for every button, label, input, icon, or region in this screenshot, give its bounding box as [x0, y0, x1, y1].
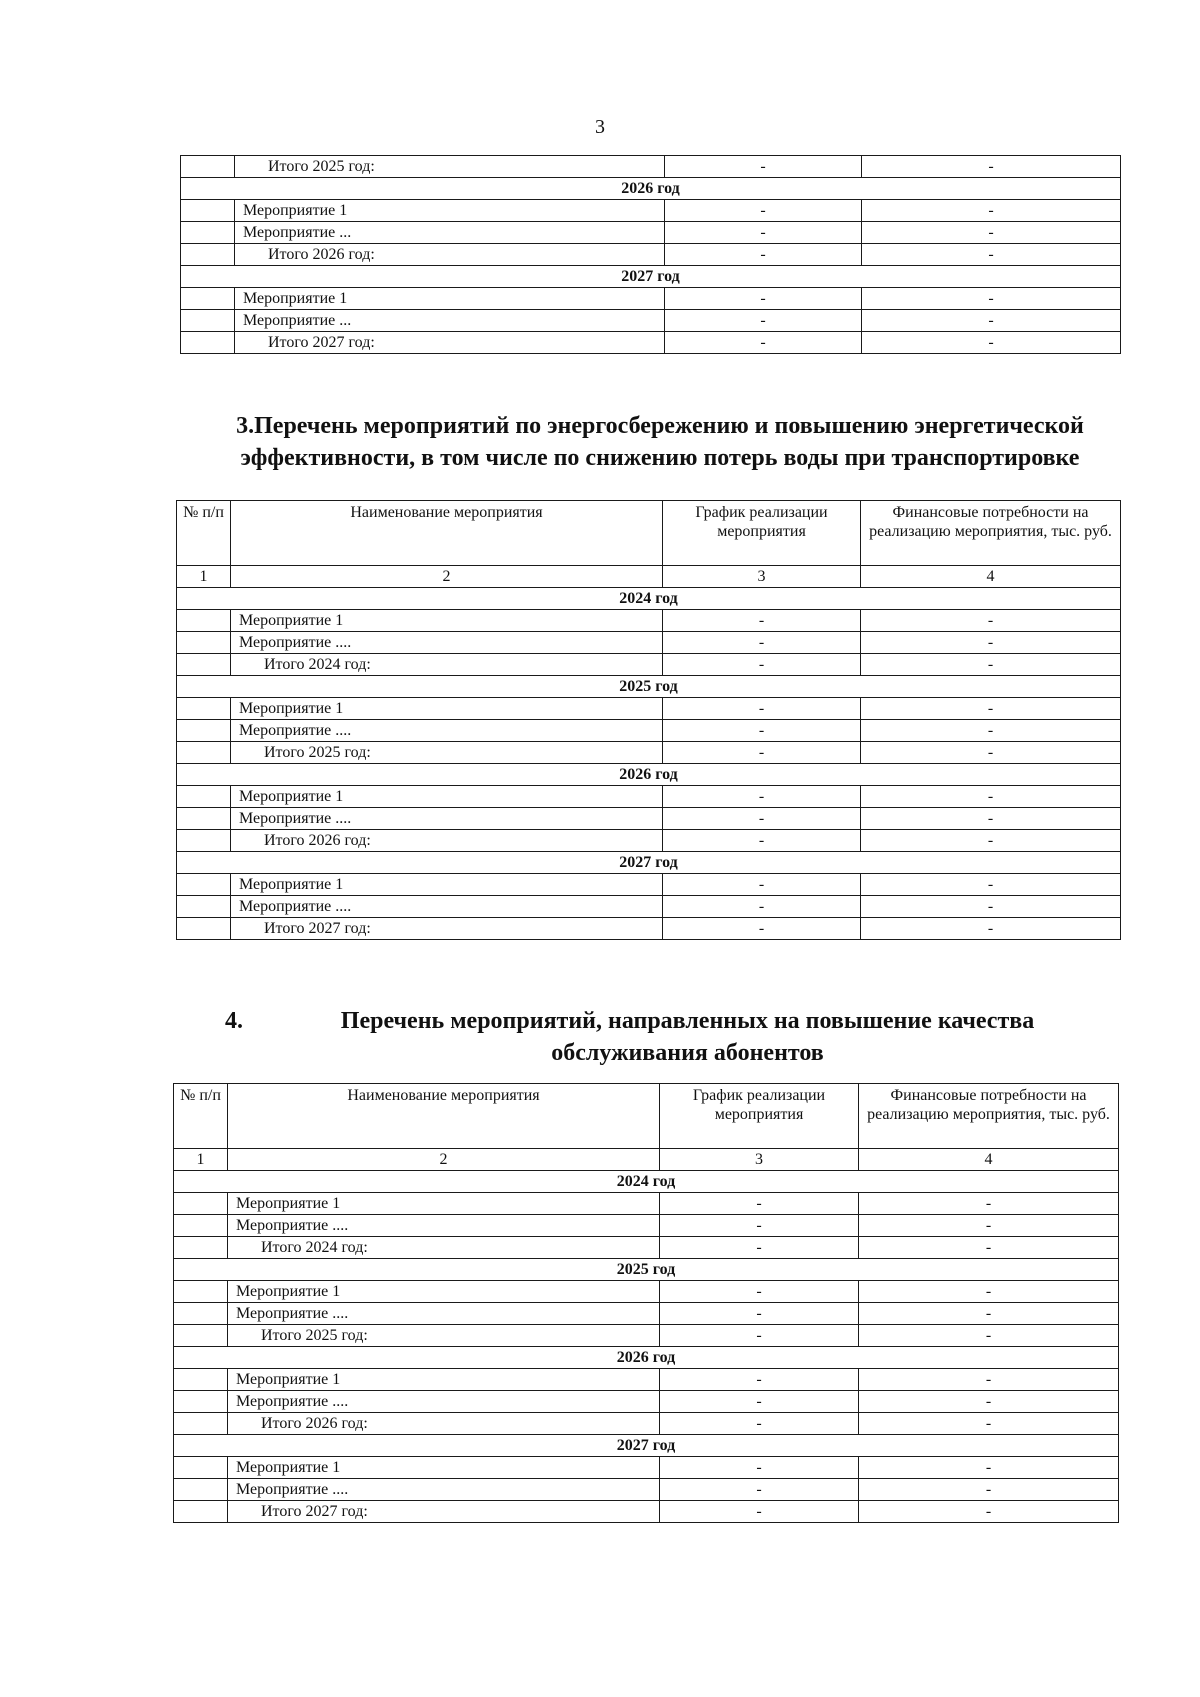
table-row: [174, 1193, 1119, 1215]
measure-name: Мероприятие ...: [235, 310, 665, 332]
header-number: № п/п: [177, 501, 231, 566]
row-number-cell: [181, 200, 235, 222]
measure-name: Мероприятие 1: [231, 786, 663, 808]
colnum-2: 2: [231, 566, 663, 588]
schedule-cell: -: [663, 786, 861, 808]
table-row: [177, 874, 1121, 896]
measure-name: Мероприятие ....: [228, 1391, 660, 1413]
header-finance: Финансовые потребности на реализацию мероприятия, тыс. руб.: [859, 1084, 1119, 1149]
schedule-cell: -: [665, 200, 862, 222]
table-row: [174, 1281, 1119, 1303]
header-schedule: График реализации мероприятия: [663, 501, 861, 566]
schedule-cell: -: [665, 244, 862, 266]
schedule-cell: -: [663, 918, 861, 940]
row-number-cell: [177, 632, 231, 654]
total-row: [177, 830, 1121, 852]
finance-cell: -: [861, 698, 1121, 720]
finance-cell: -: [862, 222, 1121, 244]
measure-name: Мероприятие ....: [231, 808, 663, 830]
schedule-cell: -: [660, 1391, 859, 1413]
table-row: [181, 288, 1121, 310]
measure-name: Мероприятие 1: [231, 610, 663, 632]
finance-cell: -: [861, 874, 1121, 896]
year-row: [177, 764, 1121, 786]
measure-name: Итого 2026 год:: [235, 244, 665, 266]
schedule-cell: -: [665, 310, 862, 332]
year-row: [177, 852, 1121, 874]
measure-name: Итого 2027 год:: [231, 918, 663, 940]
schedule-cell: -: [660, 1325, 859, 1347]
measure-name: Мероприятие ....: [231, 896, 663, 918]
finance-cell: -: [859, 1193, 1119, 1215]
finance-cell: -: [859, 1413, 1119, 1435]
measure-name: Итого 2026 год:: [228, 1413, 660, 1435]
row-number-cell: [174, 1501, 228, 1523]
total-row: [177, 918, 1121, 940]
top-table: [180, 155, 1121, 354]
finance-cell: -: [861, 830, 1121, 852]
row-number-cell: [181, 244, 235, 266]
colnum-3: 3: [663, 566, 861, 588]
finance-cell: -: [859, 1369, 1119, 1391]
measure-name: Итого 2027 год:: [228, 1501, 660, 1523]
schedule-cell: -: [663, 654, 861, 676]
row-number-cell: [174, 1325, 228, 1347]
colnum-2: 2: [228, 1149, 660, 1171]
year-row: [177, 676, 1121, 698]
year-label: 2026 год: [174, 1347, 1119, 1369]
header-schedule: График реализации мероприятия: [660, 1084, 859, 1149]
colnum-3: 3: [660, 1149, 859, 1171]
finance-cell: -: [859, 1281, 1119, 1303]
finance-cell: -: [859, 1457, 1119, 1479]
year-label: 2026 год: [181, 178, 1121, 200]
schedule-cell: -: [663, 610, 861, 632]
schedule-cell: -: [663, 896, 861, 918]
section3-title: 3.Перечень мероприятий по энергосбережению и повышению энергетической эффективности, в том числе по снижению потерь воды при транспортировке: [236, 413, 1084, 471]
row-number-cell: [177, 830, 231, 852]
year-label: 2027 год: [174, 1435, 1119, 1457]
measure-name: Мероприятие 1: [235, 288, 665, 310]
section4-table: [173, 1083, 1119, 1523]
table-row: [177, 808, 1121, 830]
table-header-row: [177, 501, 1121, 566]
schedule-cell: -: [663, 698, 861, 720]
row-number-cell: [177, 610, 231, 632]
schedule-cell: -: [665, 156, 862, 178]
total-row: [181, 156, 1121, 178]
total-row: [174, 1237, 1119, 1259]
table-row: [174, 1391, 1119, 1413]
table-row: [174, 1369, 1119, 1391]
table-row: [177, 632, 1121, 654]
row-number-cell: [177, 698, 231, 720]
schedule-cell: -: [663, 632, 861, 654]
measure-name: Итого 2027 год:: [235, 332, 665, 354]
row-number-cell: [174, 1193, 228, 1215]
finance-cell: -: [859, 1237, 1119, 1259]
schedule-cell: -: [660, 1369, 859, 1391]
measure-name: Мероприятие ....: [231, 632, 663, 654]
schedule-cell: -: [663, 742, 861, 764]
schedule-cell: -: [660, 1457, 859, 1479]
year-label: 2027 год: [177, 852, 1121, 874]
row-number-cell: [177, 654, 231, 676]
row-number-cell: [181, 332, 235, 354]
table-row: [174, 1479, 1119, 1501]
total-row: [181, 244, 1121, 266]
schedule-cell: -: [663, 808, 861, 830]
measure-name: Итого 2026 год:: [231, 830, 663, 852]
row-number-cell: [181, 222, 235, 244]
row-number-cell: [174, 1303, 228, 1325]
finance-cell: -: [861, 808, 1121, 830]
finance-cell: -: [861, 610, 1121, 632]
finance-cell: -: [859, 1391, 1119, 1413]
measure-name: Мероприятие 1: [228, 1369, 660, 1391]
schedule-cell: -: [660, 1413, 859, 1435]
row-number-cell: [174, 1457, 228, 1479]
schedule-cell: -: [665, 332, 862, 354]
row-number-cell: [177, 874, 231, 896]
year-label: 2026 год: [177, 764, 1121, 786]
row-number-cell: [177, 720, 231, 742]
measure-name: Мероприятие ....: [228, 1479, 660, 1501]
finance-cell: -: [861, 654, 1121, 676]
measure-name: Итого 2024 год:: [228, 1237, 660, 1259]
table-row: [174, 1303, 1119, 1325]
total-row: [174, 1413, 1119, 1435]
row-number-cell: [174, 1413, 228, 1435]
row-number-cell: [177, 786, 231, 808]
finance-cell: -: [859, 1501, 1119, 1523]
schedule-cell: -: [660, 1193, 859, 1215]
column-number-row: [174, 1149, 1119, 1171]
measure-name: Итого 2025 год:: [228, 1325, 660, 1347]
year-label: 2027 год: [181, 266, 1121, 288]
finance-cell: -: [861, 632, 1121, 654]
row-number-cell: [174, 1369, 228, 1391]
measure-name: Мероприятие 1: [228, 1193, 660, 1215]
row-number-cell: [181, 288, 235, 310]
row-number-cell: [177, 808, 231, 830]
year-label: 2025 год: [177, 676, 1121, 698]
colnum-1: 1: [177, 566, 231, 588]
column-number-row: [177, 566, 1121, 588]
table-row: [177, 610, 1121, 632]
total-row: [177, 654, 1121, 676]
section4-title: [220, 1005, 1100, 1069]
measure-name: Мероприятие 1: [235, 200, 665, 222]
table-row: [177, 786, 1121, 808]
total-row: [181, 332, 1121, 354]
schedule-cell: -: [660, 1303, 859, 1325]
row-number-cell: [174, 1281, 228, 1303]
year-label: 2024 год: [177, 588, 1121, 610]
schedule-cell: -: [660, 1215, 859, 1237]
schedule-cell: -: [663, 830, 861, 852]
measure-name: Итого 2025 год:: [235, 156, 665, 178]
finance-cell: -: [861, 918, 1121, 940]
schedule-cell: -: [663, 874, 861, 896]
year-row: [181, 266, 1121, 288]
header-name: Наименование мероприятия: [231, 501, 663, 566]
finance-cell: -: [859, 1479, 1119, 1501]
measure-name: Мероприятие ....: [228, 1303, 660, 1325]
measure-name: Итого 2025 год:: [231, 742, 663, 764]
finance-cell: -: [862, 310, 1121, 332]
finance-cell: -: [861, 786, 1121, 808]
row-number-cell: [181, 156, 235, 178]
section4-number: 4.: [225, 1008, 243, 1034]
finance-cell: -: [861, 720, 1121, 742]
schedule-cell: -: [665, 222, 862, 244]
finance-cell: -: [859, 1215, 1119, 1237]
year-row: [181, 178, 1121, 200]
table-header-row: [174, 1084, 1119, 1149]
row-number-cell: [181, 310, 235, 332]
total-row: [174, 1325, 1119, 1347]
measure-name: Мероприятие 1: [228, 1457, 660, 1479]
row-number-cell: [174, 1479, 228, 1501]
finance-cell: -: [862, 332, 1121, 354]
row-number-cell: [177, 896, 231, 918]
table-row: [181, 200, 1121, 222]
year-row: [174, 1171, 1119, 1193]
table-row: [181, 222, 1121, 244]
row-number-cell: [177, 918, 231, 940]
year-row: [174, 1347, 1119, 1369]
measure-name: Итого 2024 год:: [231, 654, 663, 676]
header-name: Наименование мероприятия: [228, 1084, 660, 1149]
table-row: [174, 1457, 1119, 1479]
finance-cell: -: [859, 1303, 1119, 1325]
schedule-cell: -: [660, 1281, 859, 1303]
colnum-1: 1: [174, 1149, 228, 1171]
header-finance: Финансовые потребности на реализацию мероприятия, тыс. руб.: [861, 501, 1121, 566]
schedule-cell: -: [663, 720, 861, 742]
year-label: 2025 год: [174, 1259, 1119, 1281]
finance-cell: -: [859, 1325, 1119, 1347]
section3-table: [176, 500, 1121, 940]
table-row: [177, 698, 1121, 720]
measure-name: Мероприятие 1: [231, 698, 663, 720]
year-row: [174, 1259, 1119, 1281]
total-row: [177, 742, 1121, 764]
row-number-cell: [174, 1237, 228, 1259]
schedule-cell: -: [660, 1501, 859, 1523]
year-label: 2024 год: [174, 1171, 1119, 1193]
header-number: № п/п: [174, 1084, 228, 1149]
year-row: [174, 1435, 1119, 1457]
row-number-cell: [174, 1391, 228, 1413]
total-row: [174, 1501, 1119, 1523]
table-row: [177, 720, 1121, 742]
measure-name: Мероприятие ....: [231, 720, 663, 742]
measure-name: Мероприятие ...: [235, 222, 665, 244]
finance-cell: -: [862, 244, 1121, 266]
measure-name: Мероприятие 1: [228, 1281, 660, 1303]
row-number-cell: [177, 742, 231, 764]
measure-name: Мероприятие 1: [231, 874, 663, 896]
section4-title-text: Перечень мероприятий, направленных на повышение качества обслуживания абонентов: [340, 1008, 1035, 1066]
finance-cell: -: [861, 742, 1121, 764]
colnum-4: 4: [861, 566, 1121, 588]
colnum-4: 4: [859, 1149, 1119, 1171]
table-row: [181, 310, 1121, 332]
finance-cell: -: [862, 156, 1121, 178]
year-row: [177, 588, 1121, 610]
measure-name: Мероприятие ....: [228, 1215, 660, 1237]
finance-cell: -: [861, 896, 1121, 918]
schedule-cell: -: [660, 1237, 859, 1259]
finance-cell: -: [862, 200, 1121, 222]
table-row: [177, 896, 1121, 918]
page-number: 3: [595, 116, 605, 138]
row-number-cell: [174, 1215, 228, 1237]
table-row: [174, 1215, 1119, 1237]
finance-cell: -: [862, 288, 1121, 310]
schedule-cell: -: [660, 1479, 859, 1501]
schedule-cell: -: [665, 288, 862, 310]
